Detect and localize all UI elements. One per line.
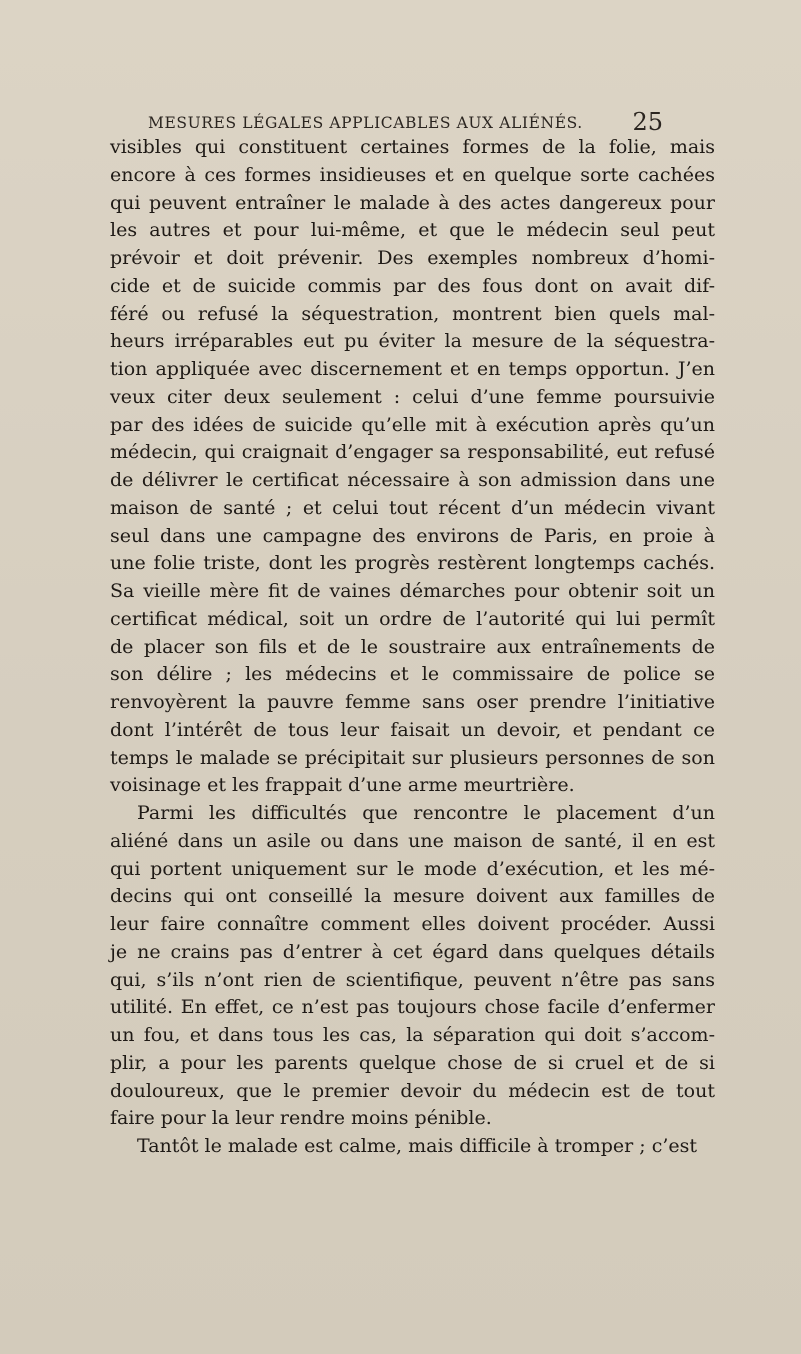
running-head: MESURES LÉGALES APPLICABLES AUX ALIÉNÉS. [148, 114, 583, 132]
text-line: qui, s’ils n’ont rien de scientifique, peuvent n’être pas sans [110, 968, 715, 991]
text-line: voisinage et les frappait d’une arme meurtrière. [110, 774, 575, 797]
text-line: de placer son fils et de le soustraire aux entraînements de [110, 635, 715, 658]
text-line: seul dans une campagne des environs de Paris, en proie à [110, 524, 715, 547]
text-line: cide et de suicide commis par des fous dont on avait dif- [110, 274, 715, 297]
text-line: de délivrer le certificat nécessaire à son admission dans une [110, 469, 715, 491]
text-line: dont l’intérêt de tous leur faisait un devoir, et pendant ce [110, 718, 715, 741]
text-line: veux citer deux seulement : celui d’une femme poursuivie [110, 385, 715, 408]
text-line: encore à ces formes insidieuses et en quelque sorte cachées [110, 163, 715, 186]
text-line: visibles qui constituent certaines formes de la folie, mais [110, 136, 715, 158]
text-line: les autres et pour lui-même, et que le médecin seul peut [110, 219, 715, 242]
page-number: 25 [632, 108, 663, 136]
text-line: aliéné dans un asile ou dans une maison de santé, il en est [110, 829, 715, 852]
text-line: féré ou refusé la séquestration, montrent bien quels mal- [110, 302, 715, 325]
text-line: médecin, qui craignait d’engager sa responsabilité, eut refusé [110, 441, 715, 464]
text-line: qui portent uniquement sur le mode d’exécution, et les mé- [110, 857, 715, 880]
text-line: faire pour la leur rendre moins pénible. [110, 1107, 492, 1130]
text-line: Tantôt le malade est calme, mais difficile à tromper ; c’est [137, 1135, 698, 1157]
text-line: decins qui ont conseillé la mesure doivent aux familles de [110, 885, 715, 908]
text-line: temps le malade se précipitait sur plusieurs personnes de son [110, 746, 715, 769]
text-line: un fou, et dans tous les cas, la séparation qui doit s’accom- [110, 1024, 715, 1046]
text-line: Sa vieille mère fit de vaines démarches pour obtenir soit un [110, 580, 715, 602]
text-line: douloureux, que le premier devoir du médecin est de tout [110, 1079, 715, 1102]
text-line: Parmi les difficultés que rencontre le placement d’un [137, 802, 715, 824]
body-text [110, 134, 715, 1161]
text-line: leur faire connaître comment elles doivent procéder. Aussi [110, 913, 715, 935]
text-line: une folie triste, dont les progrès restèrent longtemps cachés. [110, 552, 715, 575]
text-line: certificat médical, soit un ordre de l’autorité qui lui permît [110, 607, 715, 630]
text-line: utilité. En effet, ce n’est pas toujours chose facile d’enfermer [110, 996, 715, 1019]
text-line: prévoir et doit prévenir. Des exemples nombreux d’homi- [110, 247, 715, 269]
text-line: je ne crains pas d’entrer à cet égard dans quelques détails [110, 940, 715, 963]
text-line: maison de santé ; et celui tout récent d’un médecin vivant [110, 496, 715, 519]
text-line: tion appliquée avec discernement et en temps opportun. J’en [110, 358, 715, 380]
text-line: son délire ; les médecins et le commissaire de police se [110, 663, 715, 686]
text-line: renvoyèrent la pauvre femme sans oser prendre l’initiative [110, 691, 715, 713]
text-line: par des idées de suicide qu’elle mit à exécution après qu’un [110, 413, 715, 436]
text-line: qui peuvent entraîner le malade à des actes dangereux pour [110, 191, 715, 214]
text-line: plir, a pour les parents quelque chose de si cruel et de si [110, 1051, 715, 1074]
text-line: heurs irréparables eut pu éviter la mesure de la séquestra- [110, 330, 715, 353]
